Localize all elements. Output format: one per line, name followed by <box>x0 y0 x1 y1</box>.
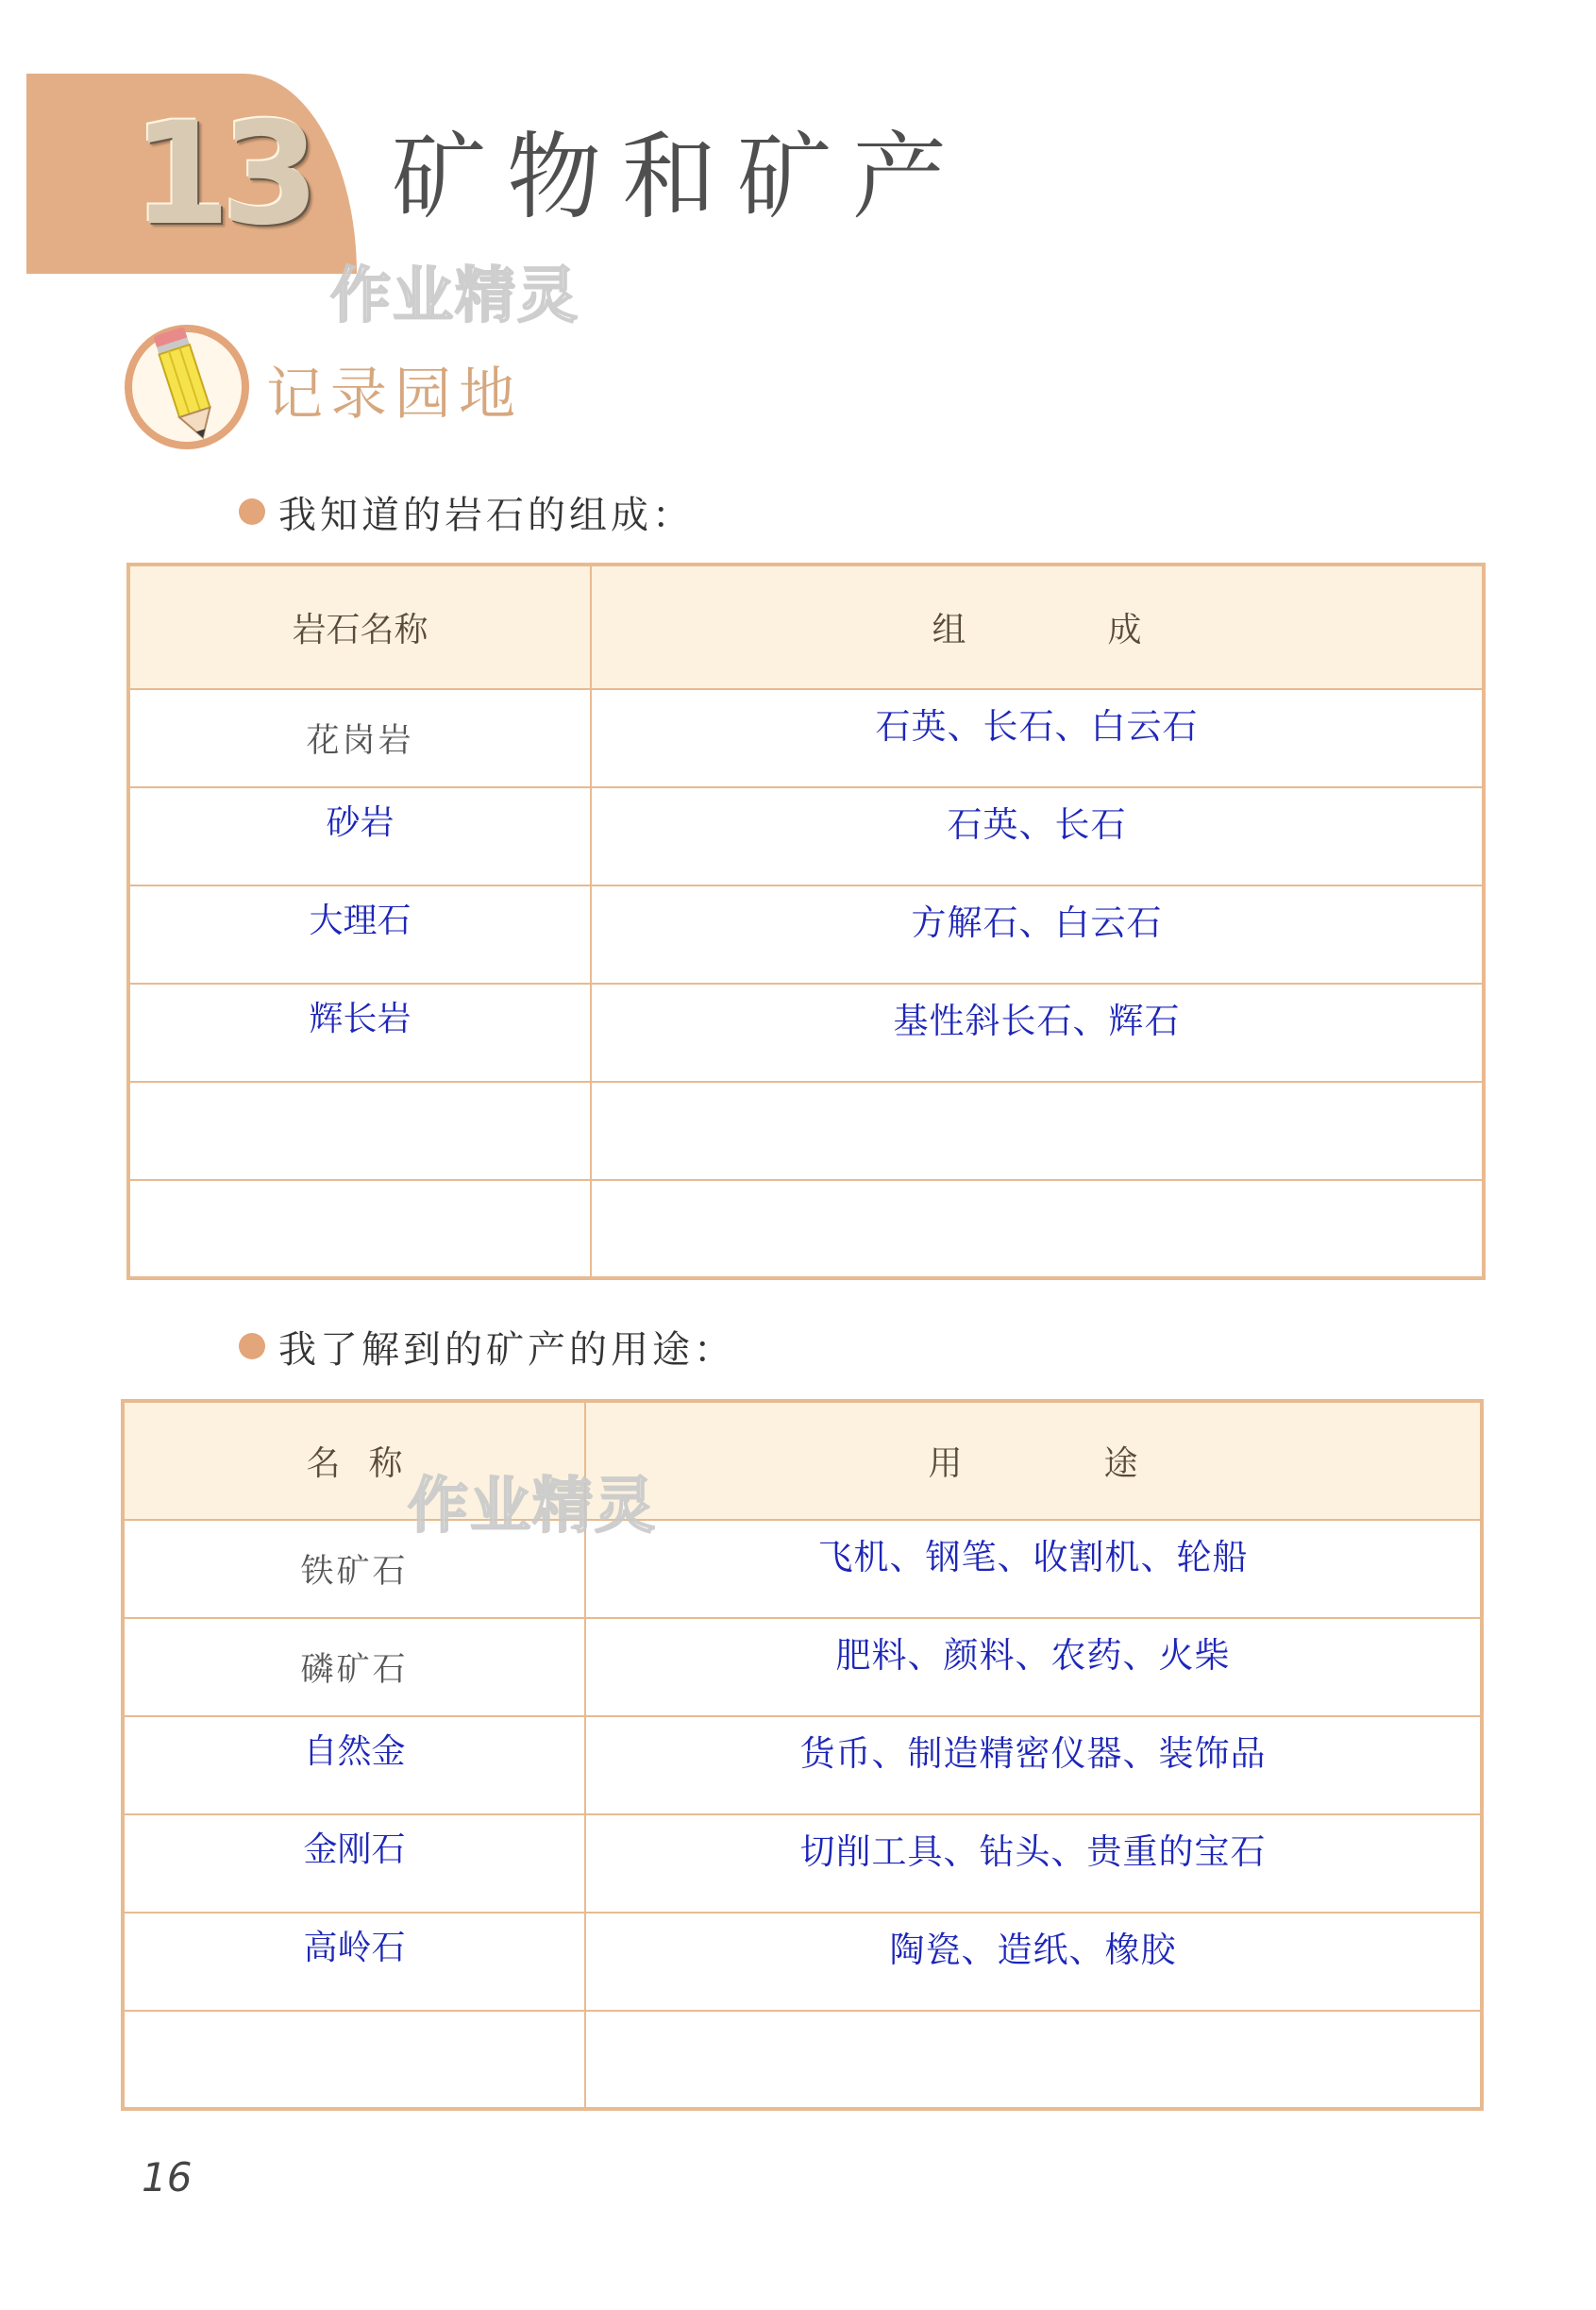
table-row <box>123 1618 1482 1716</box>
page-title: 矿物和矿产 <box>392 122 967 232</box>
rock-name-cell <box>128 885 591 984</box>
table-row <box>128 885 1484 984</box>
rock-name: 辉长岩 <box>309 1000 412 1038</box>
rock-composition: 石英、长石 <box>947 804 1127 845</box>
rock-composition-cell <box>591 689 1484 787</box>
table-row <box>128 1082 1484 1180</box>
header-label: 称 <box>368 1444 403 1483</box>
mineral-usage-cell <box>585 1520 1482 1618</box>
table-row <box>123 2011 1482 2109</box>
mineral-usage: 飞机、钢笔、收割机、轮船 <box>817 1537 1249 1577</box>
mineral-name-cell <box>123 1618 585 1716</box>
mineral-usage-cell <box>585 1814 1482 1913</box>
watermark: 作业精灵 <box>408 1472 657 1542</box>
rock-name: 大理石 <box>309 902 412 940</box>
table-header-row <box>123 1401 1482 1520</box>
table-row <box>123 1913 1482 2011</box>
header-cell-usage <box>585 1401 1482 1520</box>
mineral-name: 铁矿石 <box>300 1553 409 1591</box>
table-row <box>128 689 1484 787</box>
mineral-usage-cell <box>585 1618 1482 1716</box>
minerals-prompt-text: 我了解到的矿产的用途： <box>278 1327 735 1372</box>
rock-composition-cell <box>591 984 1484 1082</box>
mineral-name: 金刚石 <box>303 1830 406 1869</box>
chapter-number: 13 <box>132 93 311 257</box>
rock-composition: 方解石、白云石 <box>911 902 1163 943</box>
table-row <box>123 1520 1482 1618</box>
mineral-name-cell <box>123 1814 585 1913</box>
rock-name-cell <box>128 689 591 787</box>
header-label: 用 <box>928 1444 963 1483</box>
bullet-dot <box>239 498 265 525</box>
mineral-usage-cell <box>585 1716 1482 1814</box>
rock-name-cell <box>128 787 591 885</box>
table-row <box>123 1814 1482 1913</box>
mineral-name-cell <box>123 2011 585 2109</box>
mineral-usage: 货币、制造精密仪器、装饰品 <box>799 1733 1267 1774</box>
bullet-dot <box>239 1333 265 1359</box>
mineral-name: 自然金 <box>303 1732 406 1771</box>
minerals-prompt <box>239 1318 735 1374</box>
mineral-usage: 陶瓷、造纸、橡胶 <box>889 1930 1177 1970</box>
watermark: 作业精灵 <box>330 261 580 331</box>
table-row <box>128 787 1484 885</box>
rock-composition-cell <box>591 885 1484 984</box>
rocks-prompt <box>239 483 694 540</box>
mineral-usage-cell <box>585 1913 1482 2011</box>
rock-composition-cell <box>591 787 1484 885</box>
rock-composition: 石英、长石、白云石 <box>875 706 1199 747</box>
rock-name-cell <box>128 984 591 1082</box>
mineral-name: 高岭石 <box>303 1929 406 1967</box>
header-cell-composition <box>591 565 1484 689</box>
mineral-usage: 切削工具、钻头、贵重的宝石 <box>799 1831 1267 1872</box>
rock-name-cell <box>128 1082 591 1180</box>
header-cell-rock-name <box>128 565 591 689</box>
rock-composition-cell <box>591 1180 1484 1278</box>
rock-composition-cell <box>591 1082 1484 1180</box>
header-label: 组 <box>932 611 966 649</box>
header-label: 岩石名称 <box>292 611 428 649</box>
pencil-icon <box>121 319 253 451</box>
rock-composition: 基性斜长石、辉石 <box>893 1001 1181 1041</box>
section-title: 记录园地 <box>266 362 523 428</box>
rocks-prompt-text: 我知道的岩石的组成： <box>278 493 694 537</box>
rock-name: 砂岩 <box>326 803 395 842</box>
rock-name-cell <box>128 1180 591 1278</box>
rock-name: 花岗岩 <box>306 722 414 760</box>
table-row <box>123 1716 1482 1814</box>
table-row <box>128 1180 1484 1278</box>
header-label: 成 <box>1107 611 1142 649</box>
mineral-usage-cell <box>585 2011 1482 2109</box>
header-label: 名 <box>306 1444 341 1483</box>
minerals-table <box>121 1399 1484 2111</box>
mineral-name-cell <box>123 1716 585 1814</box>
rocks-table <box>126 563 1486 1280</box>
header-label: 途 <box>1103 1444 1138 1483</box>
mineral-usage: 肥料、颜料、农药、火柴 <box>835 1635 1231 1676</box>
table-row <box>128 984 1484 1082</box>
mineral-name: 磷矿石 <box>300 1651 409 1689</box>
table-header-row <box>128 565 1484 689</box>
page-number: 16 <box>142 2154 193 2200</box>
mineral-name-cell <box>123 1913 585 2011</box>
